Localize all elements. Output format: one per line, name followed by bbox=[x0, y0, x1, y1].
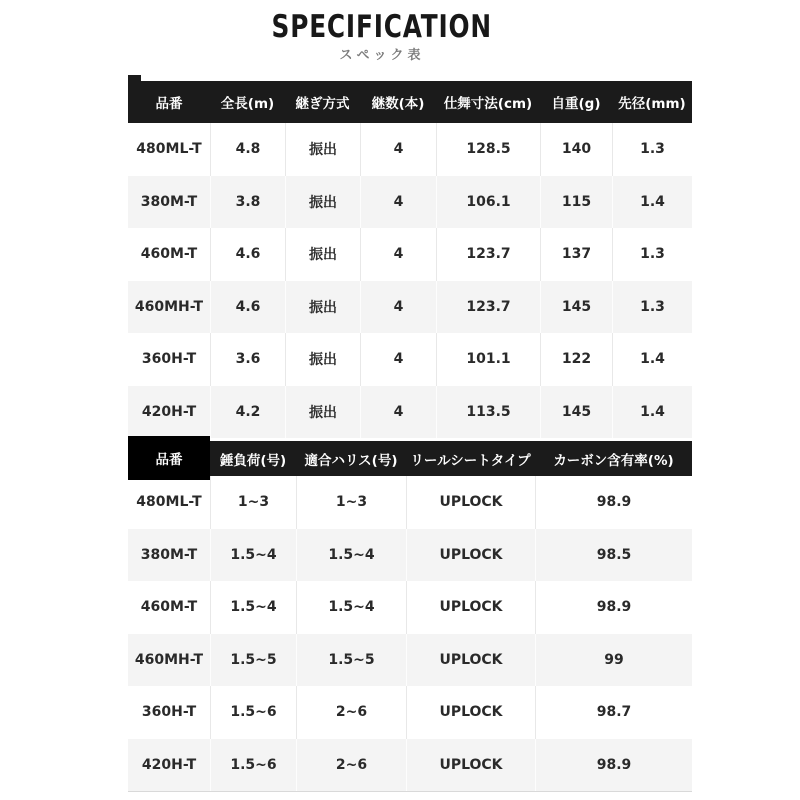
table-cell: 145 bbox=[540, 281, 612, 334]
table-cell: UPLOCK bbox=[406, 686, 535, 739]
page-heading bbox=[0, 0, 764, 63]
table-cell: UPLOCK bbox=[406, 529, 535, 582]
cell-model: 380M-T bbox=[140, 546, 198, 563]
table-cell: UPLOCK bbox=[406, 476, 535, 529]
table-cell: 4.2 bbox=[210, 386, 285, 439]
column-header: 仕舞寸法(cm) bbox=[443, 96, 533, 112]
cell-model: 420H-T bbox=[141, 756, 197, 773]
table-cell: 1.3 bbox=[612, 281, 692, 334]
table-cell: 4 bbox=[360, 123, 436, 176]
table-cell: 1.5~4 bbox=[296, 581, 406, 634]
page-title: SPECIFICATION bbox=[271, 9, 493, 45]
cell-model: 360H-T bbox=[141, 704, 197, 721]
table-cell: 123.7 bbox=[436, 228, 540, 281]
table-header-row bbox=[128, 441, 692, 476]
column-header: 先径(mm) bbox=[618, 96, 686, 112]
table-cell: 1.5~6 bbox=[210, 686, 296, 739]
table-cell: 98.7 bbox=[535, 686, 692, 739]
table-cell: 1.3 bbox=[612, 123, 692, 176]
table-cell: 1.4 bbox=[612, 386, 692, 439]
table-row bbox=[128, 529, 692, 582]
table-cell: 101.1 bbox=[436, 333, 540, 386]
table-cell: 98.5 bbox=[535, 529, 692, 582]
table-row bbox=[128, 228, 692, 281]
table-body bbox=[128, 476, 692, 792]
cell-model: 420H-T bbox=[141, 403, 197, 420]
cell-model: 380M-T bbox=[140, 193, 198, 210]
table-row bbox=[128, 333, 692, 386]
table-cell: 3.6 bbox=[210, 333, 285, 386]
table-cell: 122 bbox=[540, 333, 612, 386]
column-header: 適合ハリス(号) bbox=[304, 452, 398, 469]
table-row bbox=[128, 176, 692, 229]
table-cell: 4 bbox=[360, 228, 436, 281]
table-cell: 128.5 bbox=[436, 123, 540, 176]
table-cell: 3.8 bbox=[210, 176, 285, 229]
table-cell: 113.5 bbox=[436, 386, 540, 439]
table-cell: 115 bbox=[540, 176, 612, 229]
table-cell: 振出 bbox=[285, 228, 360, 281]
spec-table-dimensions bbox=[128, 81, 692, 438]
table-cell: 98.9 bbox=[535, 476, 692, 529]
table-row bbox=[128, 581, 692, 634]
table-cell: 1.5~5 bbox=[210, 634, 296, 687]
column-header: 品番 bbox=[155, 96, 183, 112]
cell-model: 460M-T bbox=[140, 246, 198, 263]
column-header: カーボン含有率(%) bbox=[553, 452, 674, 469]
column-header: 自重(g) bbox=[551, 96, 601, 112]
table-cell: 137 bbox=[540, 228, 612, 281]
table-row bbox=[128, 123, 692, 176]
table-cell: 4.8 bbox=[210, 123, 285, 176]
table-cell: 4 bbox=[360, 176, 436, 229]
spec-table-specs bbox=[128, 441, 692, 792]
table-cell: 1.5~6 bbox=[210, 739, 296, 791]
column-header: 錘負荷(号) bbox=[219, 452, 287, 469]
table-cell: UPLOCK bbox=[406, 634, 535, 687]
table-cell: 振出 bbox=[285, 281, 360, 334]
table-cell: UPLOCK bbox=[406, 739, 535, 791]
cell-model: 480ML-T bbox=[136, 494, 202, 511]
table-row bbox=[128, 739, 692, 792]
table-cell: 2~6 bbox=[296, 739, 406, 791]
table-cell: 1.5~5 bbox=[296, 634, 406, 687]
table-cell: 145 bbox=[540, 386, 612, 439]
table-cell: 1~3 bbox=[210, 476, 296, 529]
column-header: リールシートタイプ bbox=[410, 452, 531, 469]
column-header: 全長(m) bbox=[220, 96, 275, 112]
table-cell: 2~6 bbox=[296, 686, 406, 739]
table-cell: 99 bbox=[535, 634, 692, 687]
column-header: 品番 bbox=[128, 436, 210, 480]
table-cell: 1.5~4 bbox=[296, 529, 406, 582]
table-cell: 98.9 bbox=[535, 739, 692, 791]
table-cell: 98.9 bbox=[535, 581, 692, 634]
table-cell: 1.5~4 bbox=[210, 581, 296, 634]
table-cell: 1.5~4 bbox=[210, 529, 296, 582]
column-header: 継数(本) bbox=[371, 96, 425, 112]
cell-model: 460M-T bbox=[140, 599, 198, 616]
table-row bbox=[128, 634, 692, 687]
table-cell: 123.7 bbox=[436, 281, 540, 334]
cell-model: 460MH-T bbox=[134, 651, 204, 668]
table-cell: 1.3 bbox=[612, 228, 692, 281]
table-row bbox=[128, 476, 692, 529]
page-subtitle: スペック表 bbox=[339, 48, 425, 63]
table-cell: 106.1 bbox=[436, 176, 540, 229]
table-cell: UPLOCK bbox=[406, 581, 535, 634]
table-cell: 振出 bbox=[285, 123, 360, 176]
table-cell: 4.6 bbox=[210, 281, 285, 334]
table-row bbox=[128, 281, 692, 334]
table-cell: 4 bbox=[360, 386, 436, 439]
table-cell: 1.4 bbox=[612, 176, 692, 229]
table-cell: 振出 bbox=[285, 176, 360, 229]
table-cell: 4.6 bbox=[210, 228, 285, 281]
table-cell: 1.4 bbox=[612, 333, 692, 386]
table-header-row bbox=[128, 81, 692, 123]
table-cell: 振出 bbox=[285, 333, 360, 386]
column-header: 継ぎ方式 bbox=[295, 96, 350, 112]
table-cell: 4 bbox=[360, 281, 436, 334]
cell-model: 480ML-T bbox=[136, 141, 202, 158]
table-cell: 1~3 bbox=[296, 476, 406, 529]
table-cell: 140 bbox=[540, 123, 612, 176]
table-row bbox=[128, 686, 692, 739]
table-body bbox=[128, 123, 692, 438]
table-row bbox=[128, 386, 692, 439]
table-cell: 振出 bbox=[285, 386, 360, 439]
table-cell: 4 bbox=[360, 333, 436, 386]
cell-model: 360H-T bbox=[141, 351, 197, 368]
cell-model: 460MH-T bbox=[134, 298, 204, 315]
